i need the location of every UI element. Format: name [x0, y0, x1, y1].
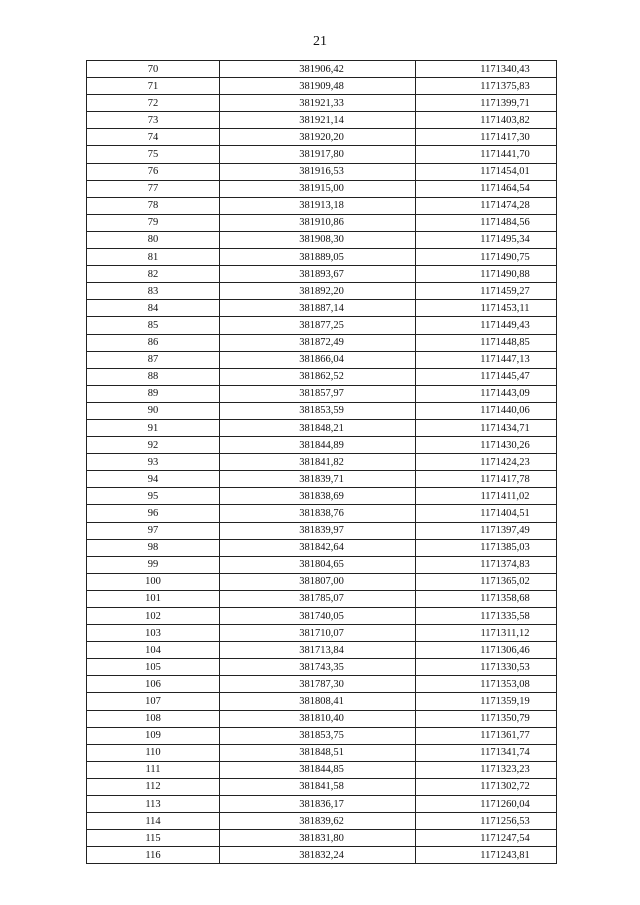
- point-number-cell: 111: [87, 761, 220, 778]
- table-row: [87, 78, 557, 95]
- point-number-cell: 89: [87, 385, 220, 402]
- table-row: [87, 180, 557, 197]
- x-coordinate-cell: 381808,41: [220, 693, 416, 710]
- y-coordinate-cell: 1171375,83: [416, 78, 557, 95]
- point-number-cell: 71: [87, 78, 220, 95]
- x-coordinate-cell: 381889,05: [220, 249, 416, 266]
- y-coordinate-cell: 1171464,54: [416, 180, 557, 197]
- table-row: [87, 437, 557, 454]
- point-number-cell: 108: [87, 710, 220, 727]
- table-row: [87, 351, 557, 368]
- table-row: [87, 471, 557, 488]
- page-number: 21: [313, 34, 327, 49]
- y-coordinate-cell: 1171490,88: [416, 266, 557, 283]
- coordinates-table-body: [87, 61, 557, 864]
- point-number-cell: 90: [87, 402, 220, 419]
- y-coordinate-cell: 1171323,23: [416, 761, 557, 778]
- x-coordinate-cell: 381836,17: [220, 796, 416, 813]
- x-coordinate-cell: 381838,76: [220, 505, 416, 522]
- x-coordinate-cell: 381892,20: [220, 283, 416, 300]
- x-coordinate-cell: 381857,97: [220, 385, 416, 402]
- y-coordinate-cell: 1171404,51: [416, 505, 557, 522]
- y-coordinate-cell: 1171449,43: [416, 317, 557, 334]
- x-coordinate-cell: 381839,97: [220, 522, 416, 539]
- table-row: [87, 61, 557, 78]
- x-coordinate-cell: 381838,69: [220, 488, 416, 505]
- table-row: [87, 778, 557, 795]
- y-coordinate-cell: 1171385,03: [416, 539, 557, 556]
- point-number-cell: 96: [87, 505, 220, 522]
- y-coordinate-cell: 1171443,09: [416, 385, 557, 402]
- table-row: [87, 676, 557, 693]
- table-row: [87, 744, 557, 761]
- table-row: [87, 608, 557, 625]
- point-number-cell: 82: [87, 266, 220, 283]
- point-number-cell: 99: [87, 556, 220, 573]
- x-coordinate-cell: 381841,82: [220, 454, 416, 471]
- point-number-cell: 94: [87, 471, 220, 488]
- table-row: [87, 129, 557, 146]
- point-number-cell: 75: [87, 146, 220, 163]
- point-number-cell: 100: [87, 573, 220, 590]
- table-row: [87, 385, 557, 402]
- x-coordinate-cell: 381915,00: [220, 180, 416, 197]
- point-number-cell: 106: [87, 676, 220, 693]
- point-number-cell: 87: [87, 351, 220, 368]
- point-number-cell: 91: [87, 419, 220, 436]
- point-number-cell: 83: [87, 283, 220, 300]
- table-row: [87, 522, 557, 539]
- y-coordinate-cell: 1171399,71: [416, 95, 557, 112]
- x-coordinate-cell: 381710,07: [220, 625, 416, 642]
- y-coordinate-cell: 1171341,74: [416, 744, 557, 761]
- x-coordinate-cell: 381908,30: [220, 231, 416, 248]
- table-row: [87, 573, 557, 590]
- y-coordinate-cell: 1171453,11: [416, 300, 557, 317]
- table-row: [87, 847, 557, 864]
- point-number-cell: 78: [87, 197, 220, 214]
- y-coordinate-cell: 1171340,43: [416, 61, 557, 78]
- point-number-cell: 76: [87, 163, 220, 180]
- y-coordinate-cell: 1171374,83: [416, 556, 557, 573]
- x-coordinate-cell: 381887,14: [220, 300, 416, 317]
- x-coordinate-cell: 381910,86: [220, 214, 416, 231]
- x-coordinate-cell: 381866,04: [220, 351, 416, 368]
- point-number-cell: 74: [87, 129, 220, 146]
- point-number-cell: 73: [87, 112, 220, 129]
- y-coordinate-cell: 1171417,78: [416, 471, 557, 488]
- table-row: [87, 556, 557, 573]
- point-number-cell: 98: [87, 539, 220, 556]
- point-number-cell: 107: [87, 693, 220, 710]
- y-coordinate-cell: 1171490,75: [416, 249, 557, 266]
- table-row: [87, 642, 557, 659]
- table-row: [87, 146, 557, 163]
- table-row: [87, 214, 557, 231]
- point-number-cell: 81: [87, 249, 220, 266]
- y-coordinate-cell: 1171330,53: [416, 659, 557, 676]
- x-coordinate-cell: 381839,62: [220, 813, 416, 830]
- y-coordinate-cell: 1171434,71: [416, 419, 557, 436]
- x-coordinate-cell: 381831,80: [220, 830, 416, 847]
- y-coordinate-cell: 1171495,34: [416, 231, 557, 248]
- y-coordinate-cell: 1171350,79: [416, 710, 557, 727]
- y-coordinate-cell: 1171454,01: [416, 163, 557, 180]
- table-row: [87, 727, 557, 744]
- y-coordinate-cell: 1171430,26: [416, 437, 557, 454]
- table-row: [87, 300, 557, 317]
- y-coordinate-cell: 1171247,54: [416, 830, 557, 847]
- point-number-cell: 102: [87, 608, 220, 625]
- x-coordinate-cell: 381743,35: [220, 659, 416, 676]
- x-coordinate-cell: 381842,64: [220, 539, 416, 556]
- point-number-cell: 80: [87, 231, 220, 248]
- point-number-cell: 86: [87, 334, 220, 351]
- table-row: [87, 95, 557, 112]
- point-number-cell: 79: [87, 214, 220, 231]
- point-number-cell: 70: [87, 61, 220, 78]
- table-row: [87, 488, 557, 505]
- x-coordinate-cell: 381804,65: [220, 556, 416, 573]
- x-coordinate-cell: 381848,51: [220, 744, 416, 761]
- table-row: [87, 539, 557, 556]
- table-row: [87, 419, 557, 436]
- table-row: [87, 368, 557, 385]
- point-number-cell: 88: [87, 368, 220, 385]
- point-number-cell: 97: [87, 522, 220, 539]
- table-row: [87, 283, 557, 300]
- table-row: [87, 317, 557, 334]
- x-coordinate-cell: 381848,21: [220, 419, 416, 436]
- y-coordinate-cell: 1171459,27: [416, 283, 557, 300]
- table-row: [87, 454, 557, 471]
- table-row: [87, 112, 557, 129]
- x-coordinate-cell: 381920,20: [220, 129, 416, 146]
- x-coordinate-cell: 381807,00: [220, 573, 416, 590]
- point-number-cell: 115: [87, 830, 220, 847]
- y-coordinate-cell: 1171397,49: [416, 522, 557, 539]
- y-coordinate-cell: 1171358,68: [416, 590, 557, 607]
- y-coordinate-cell: 1171302,72: [416, 778, 557, 795]
- point-number-cell: 105: [87, 659, 220, 676]
- y-coordinate-cell: 1171474,28: [416, 197, 557, 214]
- y-coordinate-cell: 1171447,13: [416, 351, 557, 368]
- x-coordinate-cell: 381740,05: [220, 608, 416, 625]
- table-row: [87, 334, 557, 351]
- x-coordinate-cell: 381853,75: [220, 727, 416, 744]
- y-coordinate-cell: 1171306,46: [416, 642, 557, 659]
- y-coordinate-cell: 1171256,53: [416, 813, 557, 830]
- x-coordinate-cell: 381877,25: [220, 317, 416, 334]
- x-coordinate-cell: 381893,67: [220, 266, 416, 283]
- x-coordinate-cell: 381921,14: [220, 112, 416, 129]
- point-number-cell: 85: [87, 317, 220, 334]
- point-number-cell: 109: [87, 727, 220, 744]
- table-row: [87, 163, 557, 180]
- x-coordinate-cell: 381909,48: [220, 78, 416, 95]
- table-row: [87, 796, 557, 813]
- y-coordinate-cell: 1171403,82: [416, 112, 557, 129]
- point-number-cell: 77: [87, 180, 220, 197]
- table-row: [87, 197, 557, 214]
- x-coordinate-cell: 381844,89: [220, 437, 416, 454]
- x-coordinate-cell: 381917,80: [220, 146, 416, 163]
- x-coordinate-cell: 381921,33: [220, 95, 416, 112]
- table-row: [87, 625, 557, 642]
- point-number-cell: 95: [87, 488, 220, 505]
- table-row: [87, 402, 557, 419]
- point-number-cell: 113: [87, 796, 220, 813]
- y-coordinate-cell: 1171440,06: [416, 402, 557, 419]
- y-coordinate-cell: 1171365,02: [416, 573, 557, 590]
- table-row: [87, 761, 557, 778]
- point-number-cell: 92: [87, 437, 220, 454]
- x-coordinate-cell: 381844,85: [220, 761, 416, 778]
- point-number-cell: 93: [87, 454, 220, 471]
- y-coordinate-cell: 1171353,08: [416, 676, 557, 693]
- y-coordinate-cell: 1171335,58: [416, 608, 557, 625]
- point-number-cell: 101: [87, 590, 220, 607]
- point-number-cell: 104: [87, 642, 220, 659]
- x-coordinate-cell: 381913,18: [220, 197, 416, 214]
- table-row: [87, 249, 557, 266]
- y-coordinate-cell: 1171260,04: [416, 796, 557, 813]
- point-number-cell: 110: [87, 744, 220, 761]
- x-coordinate-cell: 381785,07: [220, 590, 416, 607]
- y-coordinate-cell: 1171484,56: [416, 214, 557, 231]
- table-row: [87, 266, 557, 283]
- point-number-cell: 72: [87, 95, 220, 112]
- x-coordinate-cell: 381872,49: [220, 334, 416, 351]
- y-coordinate-cell: 1171441,70: [416, 146, 557, 163]
- table-row: [87, 830, 557, 847]
- point-number-cell: 112: [87, 778, 220, 795]
- x-coordinate-cell: 381841,58: [220, 778, 416, 795]
- point-number-cell: 103: [87, 625, 220, 642]
- x-coordinate-cell: 381853,59: [220, 402, 416, 419]
- y-coordinate-cell: 1171411,02: [416, 488, 557, 505]
- y-coordinate-cell: 1171417,30: [416, 129, 557, 146]
- x-coordinate-cell: 381916,53: [220, 163, 416, 180]
- y-coordinate-cell: 1171243,81: [416, 847, 557, 864]
- y-coordinate-cell: 1171311,12: [416, 625, 557, 642]
- y-coordinate-cell: 1171445,47: [416, 368, 557, 385]
- table-row: [87, 693, 557, 710]
- x-coordinate-cell: 381832,24: [220, 847, 416, 864]
- x-coordinate-cell: 381839,71: [220, 471, 416, 488]
- point-number-cell: 84: [87, 300, 220, 317]
- x-coordinate-cell: 381713,84: [220, 642, 416, 659]
- table-row: [87, 590, 557, 607]
- x-coordinate-cell: 381810,40: [220, 710, 416, 727]
- table-row: [87, 659, 557, 676]
- coordinates-table: [86, 60, 557, 864]
- x-coordinate-cell: 381862,52: [220, 368, 416, 385]
- y-coordinate-cell: 1171448,85: [416, 334, 557, 351]
- table-row: [87, 710, 557, 727]
- point-number-cell: 116: [87, 847, 220, 864]
- point-number-cell: 114: [87, 813, 220, 830]
- y-coordinate-cell: 1171359,19: [416, 693, 557, 710]
- table-row: [87, 813, 557, 830]
- table-row: [87, 505, 557, 522]
- y-coordinate-cell: 1171361,77: [416, 727, 557, 744]
- x-coordinate-cell: 381787,30: [220, 676, 416, 693]
- y-coordinate-cell: 1171424,23: [416, 454, 557, 471]
- x-coordinate-cell: 381906,42: [220, 61, 416, 78]
- table-row: [87, 231, 557, 248]
